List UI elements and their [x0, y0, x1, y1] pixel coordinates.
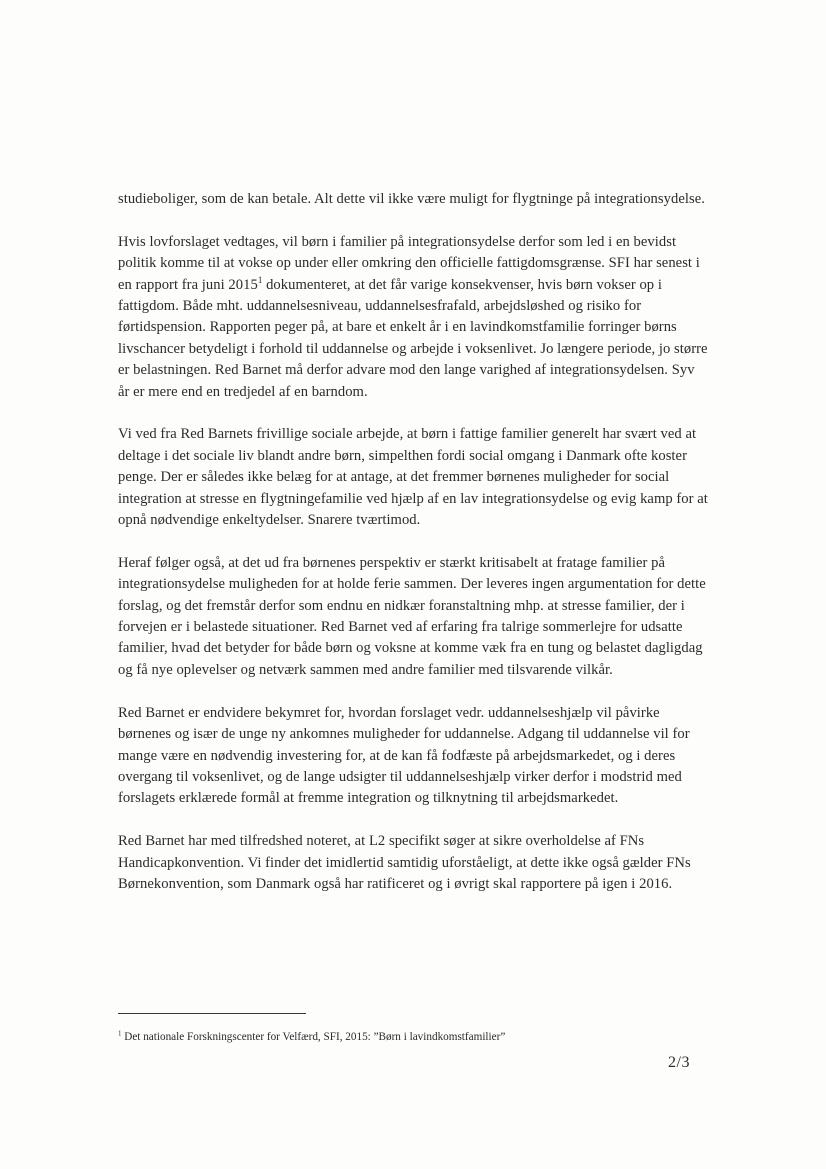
footnote-reference[interactable]: 1	[257, 274, 263, 285]
footnote-text: Det nationale Forskningscenter for Velfærd, SFI, 2015: ”Børn i lavindkomstfamilier”	[121, 1031, 506, 1043]
footnote-marker: 1	[118, 1029, 122, 1038]
paragraph-6: Red Barnet har med tilfredshed noteret, at L2 specifikt søger at sikre overholdelse af FNs Handicapkonvention. Vi finder det imidlertid samtidig uforståeligt, at dette ikke også gælder FNs Børnekonvention, som Danmark også har ratificeret og i øvrigt skal rapportere på igen i 2016.	[118, 833, 691, 892]
footnote-separator	[118, 1013, 306, 1014]
paragraph-4: Heraf følger også, at det ud fra børnenes perspektiv er stærkt kritisabelt at fratage familier på integrationsydelse muligheden for at holde ferie sammen. Der leveres ingen argumentation for dette forslag, og det fremstår derfor som endnu en nidkær foranstaltning mhp. at stresse familier, der i forvejen er i belastede situationer. Red Barnet ved af erfaring fra talrige sommerlejre for udsatte familier, hvad det betyder for både børn og voksne at komme væk fra en tung og belastet dagligdag og få nye oplevelser og netværk sammen med andre familier med tilsvarende vilkår.	[118, 554, 706, 678]
paragraph-2	[118, 232, 708, 403]
paragraph-2-part-1: Hvis lovforslaget vedtages, vil børn i familier på integrationsydelse derfor som led i en bevidst politik komme til at vokse op under eller omkring den officielle fattigdomsgrænse. SFI har senest i en rapport fra juni 2015	[118, 233, 700, 293]
paragraph-2-part-2: dokumenteret, at det får varige konsekvenser, hvis børn vokser op i fattigdom. Både mht. uddannelsesniveau, uddannelsesfrafald, arbejdsløshed og risiko for førtidspension. Rapporten peger på, at bare et enkelt år i en lavindkomstfamilie forringer børns livschancer betydeligt i forhold til uddannelse og arbejde i voksenlivet. Jo længere periode, jo større er belastningen. Red Barnet må derfor advare mod den lange varighed af integrationsydelsen. Syv år er mere end en tredjedel af en barndom.	[118, 276, 708, 400]
paragraph-3: Vi ved fra Red Barnets frivillige sociale arbejde, at børn i fattige familier generelt har svært ved at deltage i det sociale liv blandt andre børn, simpelthen fordi social omgang i Danmark ofte koster penge. Der er således ikke belæg for at antage, at det fremmer børnenes muligheder for social integration at stresse en flygtningefamilie ved hjælp af en lav integrationsydelse og evig kamp for at opnå nødvendige enkeltydelser. Snarere tværtimod.	[118, 426, 708, 529]
body-text	[118, 189, 708, 917]
page-number: 2/3	[668, 1054, 690, 1071]
paragraph-5: Red Barnet er endvidere bekymret for, hvordan forslaget vedr. uddannelseshjælp vil påvirke børnenes og især de unge ny ankomnes muligheder for uddannelse. Adgang til uddannelse vil for mange være en nødvendig investering for, at de kan få fodfæste på arbejdsmarkedet, og i deres overgang til voksenlivet, og de lange udsigter til uddannelseshjælp virker derfor i modstrid med forslagets erklærede formål at fremme integration og tilknytning til arbejdsmarkedet.	[118, 704, 690, 807]
paragraph-1: studieboliger, som de kan betale. Alt dette vil ikke være muligt for flygtninge på integrationsydelse.	[118, 191, 705, 207]
footnote	[118, 1030, 708, 1044]
